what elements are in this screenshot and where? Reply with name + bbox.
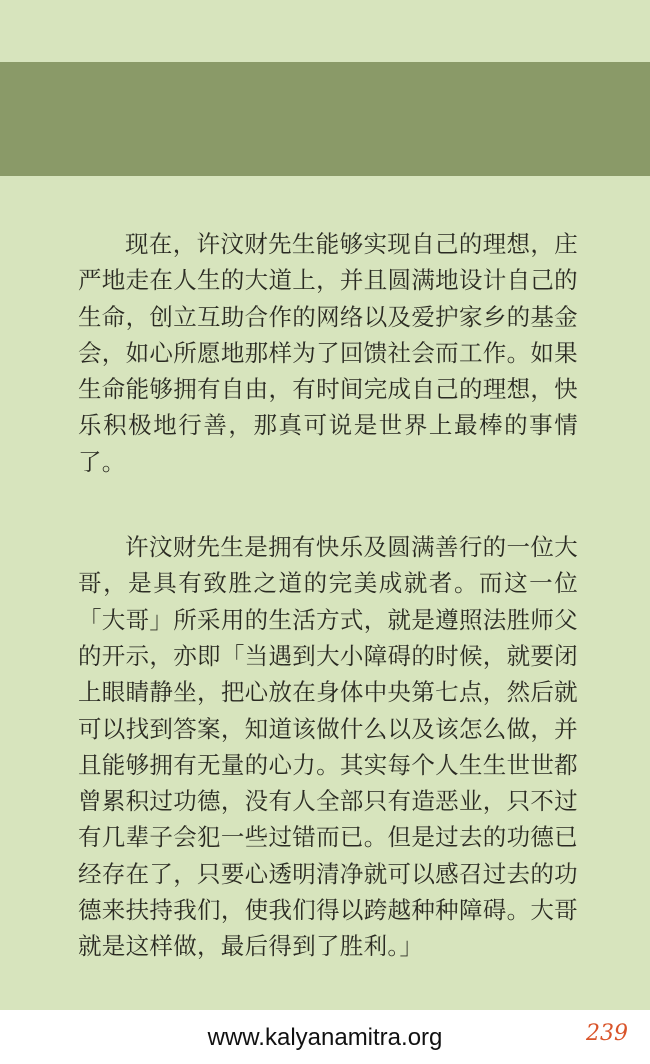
page-number: 239	[586, 1021, 628, 1046]
paragraph-2: 许汶财先生是拥有快乐及圆满善行的一位大哥，是具有致胜之道的完美成就者。而这一位「大哥」所采用的生活方式，就是遵照法胜师父的开示，亦即「当遇到大小障碍的时候，就要闭上眼睛静坐，把心放在身体中央第七点，然后就可以找到答案，知道该做什么以及该怎么做，并且能够拥有无量的心力。其实每个人生生世世都曾累积过功德，没有人全部只有造恶业，只不过有几辈子会犯一些过错而已。但是过去的功德已经存在了，只要心透明清净就可以感召过去的功德来扶持我们，使我们得以跨越种种障碍。大哥就是这样做，最后得到了胜利。」	[78, 533, 578, 961]
footer-url: www.kalyanamitra.org	[207, 1024, 443, 1051]
header-band	[0, 62, 650, 176]
body-text	[78, 226, 578, 1014]
paragraph-1: 现在，许汶财先生能够实现自己的理想，庄严地走在人生的大道上，并且圆满地设计自己的生命，创立互助合作的网络以及爱护家乡的基金会，如心所愿地那样为了回馈社会而工作。如果生命能够拥有自由，有时间完成自己的理想，快乐积极地行善，那真可说是世界上最棒的事情了。	[78, 230, 578, 476]
